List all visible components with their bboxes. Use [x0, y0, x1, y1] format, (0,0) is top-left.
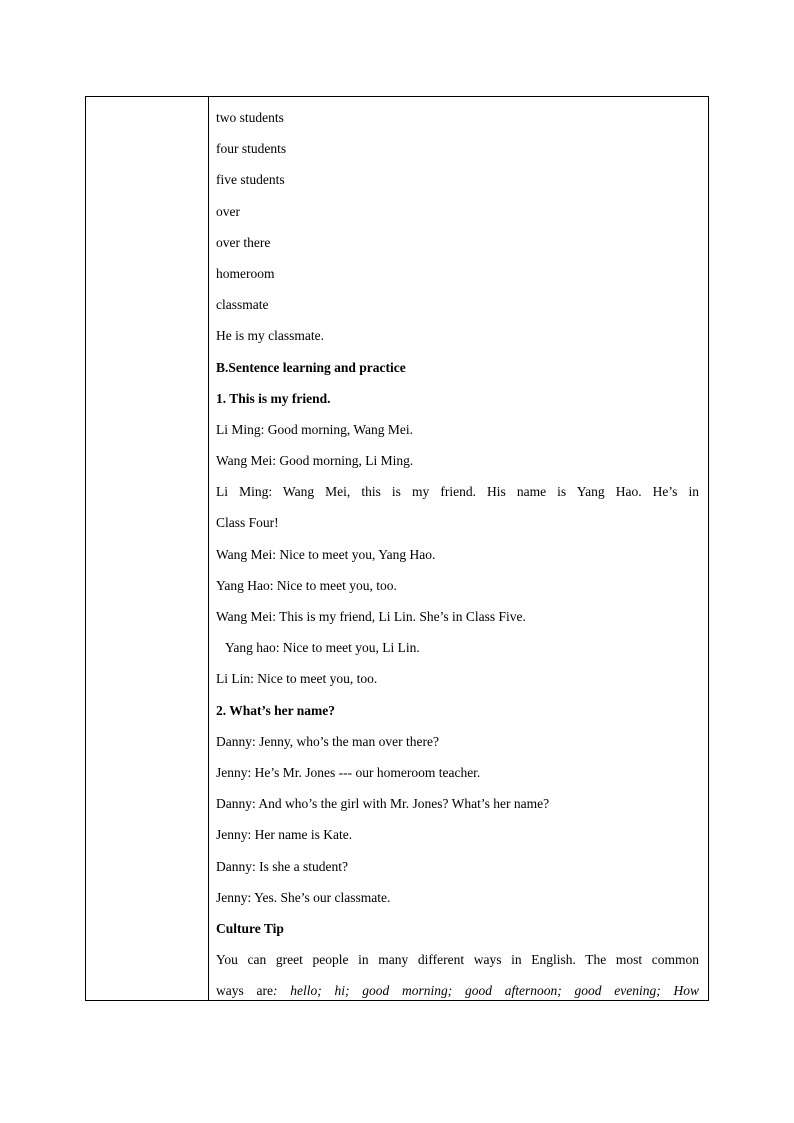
dialogue-line: Danny: Is she a student? [216, 858, 348, 874]
dialogue-line: Li Lin: Nice to meet you, too. [216, 671, 378, 687]
dialogue-line: Li Ming: Good morning, Wang Mei. [216, 421, 414, 437]
left-cell [86, 97, 209, 1000]
dialogue-line: Yang Hao: Nice to meet you, too. [216, 577, 397, 593]
vocab-line: over there [216, 234, 271, 250]
dialogue-line: Wang Mei: Nice to meet you, Yang Hao. [216, 546, 436, 562]
culture-tip-text: You can greet people in many different ways in English. The most common [216, 952, 699, 968]
dialogue-line: Danny: And who’s the girl with Mr. Jones? What’s her name? [216, 796, 550, 812]
dialogue-line: Class Four! [216, 515, 279, 531]
vocab-line: over [216, 203, 240, 219]
culture-tip-text-2 [216, 975, 699, 1006]
vocab-line: classmate [216, 297, 269, 313]
vocab-line: homeroom [216, 265, 275, 281]
section-heading: B.Sentence learning and practice [216, 359, 406, 375]
dialogue-line: Jenny: Yes. She’s our classmate. [216, 889, 391, 905]
dialogue-line: Jenny: Her name is Kate. [216, 827, 353, 843]
lesson-table [85, 96, 709, 1001]
culture-tip-prefix: ways are [216, 983, 273, 999]
dialogue-line: Li Ming: Wang Mei, this is my friend. His name is Yang Hao. He’s in [216, 484, 699, 500]
dialogue-line: Wang Mei: This is my friend, Li Lin. She’s in Class Five. [216, 609, 526, 624]
dialogue-line: Danny: Jenny, who’s the man over there? [216, 733, 439, 749]
culture-tip-greetings: : hello; hi; good morning; good afternoon; good evening; How [272, 983, 699, 999]
vocab-line: four students [216, 141, 287, 157]
culture-tip-heading: Culture Tip [216, 920, 284, 936]
vocab-line: five students [216, 172, 285, 188]
dialogue-line: Yang hao: Nice to meet you, Li Lin. [225, 640, 420, 656]
dialogue-line: Jenny: He’s Mr. Jones --- our homeroom teacher. [216, 764, 481, 780]
vocab-line: two students [216, 110, 284, 125]
vocab-sentence: He is my classmate. [216, 328, 324, 344]
dialogue-title: 2. What’s her name? [216, 702, 336, 718]
dialogue-title: 1. This is my friend. [216, 390, 331, 406]
right-cell [209, 97, 708, 1000]
dialogue-line: Wang Mei: Good morning, Li Ming. [216, 453, 414, 469]
